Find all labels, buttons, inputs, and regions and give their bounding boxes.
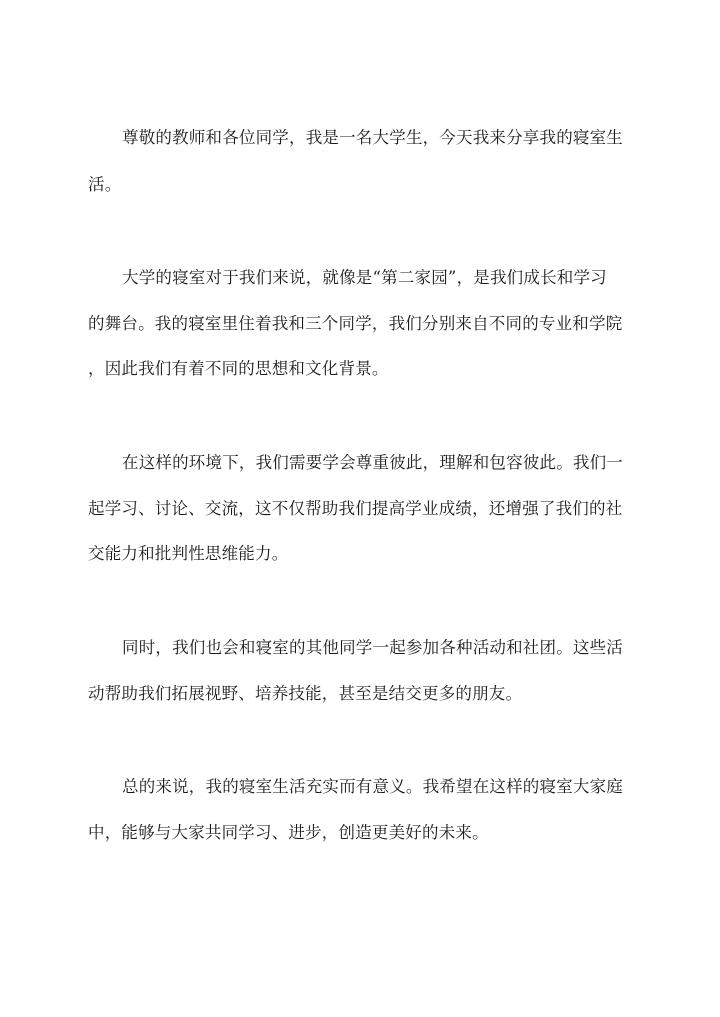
paragraph-1-line-1: 尊敬的教师和各位同学，我是一名大学生，今天我来分享我的寝室生 xyxy=(122,128,623,147)
paragraph-4-line-1: 同时，我们也会和寝室的其他同学一起参加各种活动和社团。这些活 xyxy=(122,638,623,657)
paragraph-2-line-3: ，因此我们有着不同的思想和文化背景。 xyxy=(88,359,389,378)
paragraph-1-line-2: 活。 xyxy=(88,175,122,194)
paragraph-3-line-3: 交能力和批判性思维能力。 xyxy=(88,544,289,563)
paragraph-5-line-2: 中，能够与大家共同学习、进步，创造更美好的未来。 xyxy=(88,823,489,842)
paragraph-2-line-1: 大学的寝室对于我们来说，就像是“第二家园”，是我们成长和学习 xyxy=(122,268,607,287)
paragraph-5-line-1: 总的来说，我的寝室生活充实而有意义。我希望在这样的寝室大家庭 xyxy=(122,777,623,796)
paragraph-3-line-2: 起学习、讨论、交流，这不仅帮助我们提高学业成绩，还增强了我们的社 xyxy=(88,499,623,518)
paragraph-2-line-2: 的舞台。我的寝室里住着我和三个同学，我们分别来自不同的专业和学院 xyxy=(88,314,623,333)
paragraph-4-line-2: 动帮助我们拓展视野、培养技能，甚至是结交更多的朋友。 xyxy=(88,684,523,703)
paragraph-3-line-1: 在这样的环境下，我们需要学会尊重彼此，理解和包容彼此。我们一 xyxy=(122,453,623,472)
